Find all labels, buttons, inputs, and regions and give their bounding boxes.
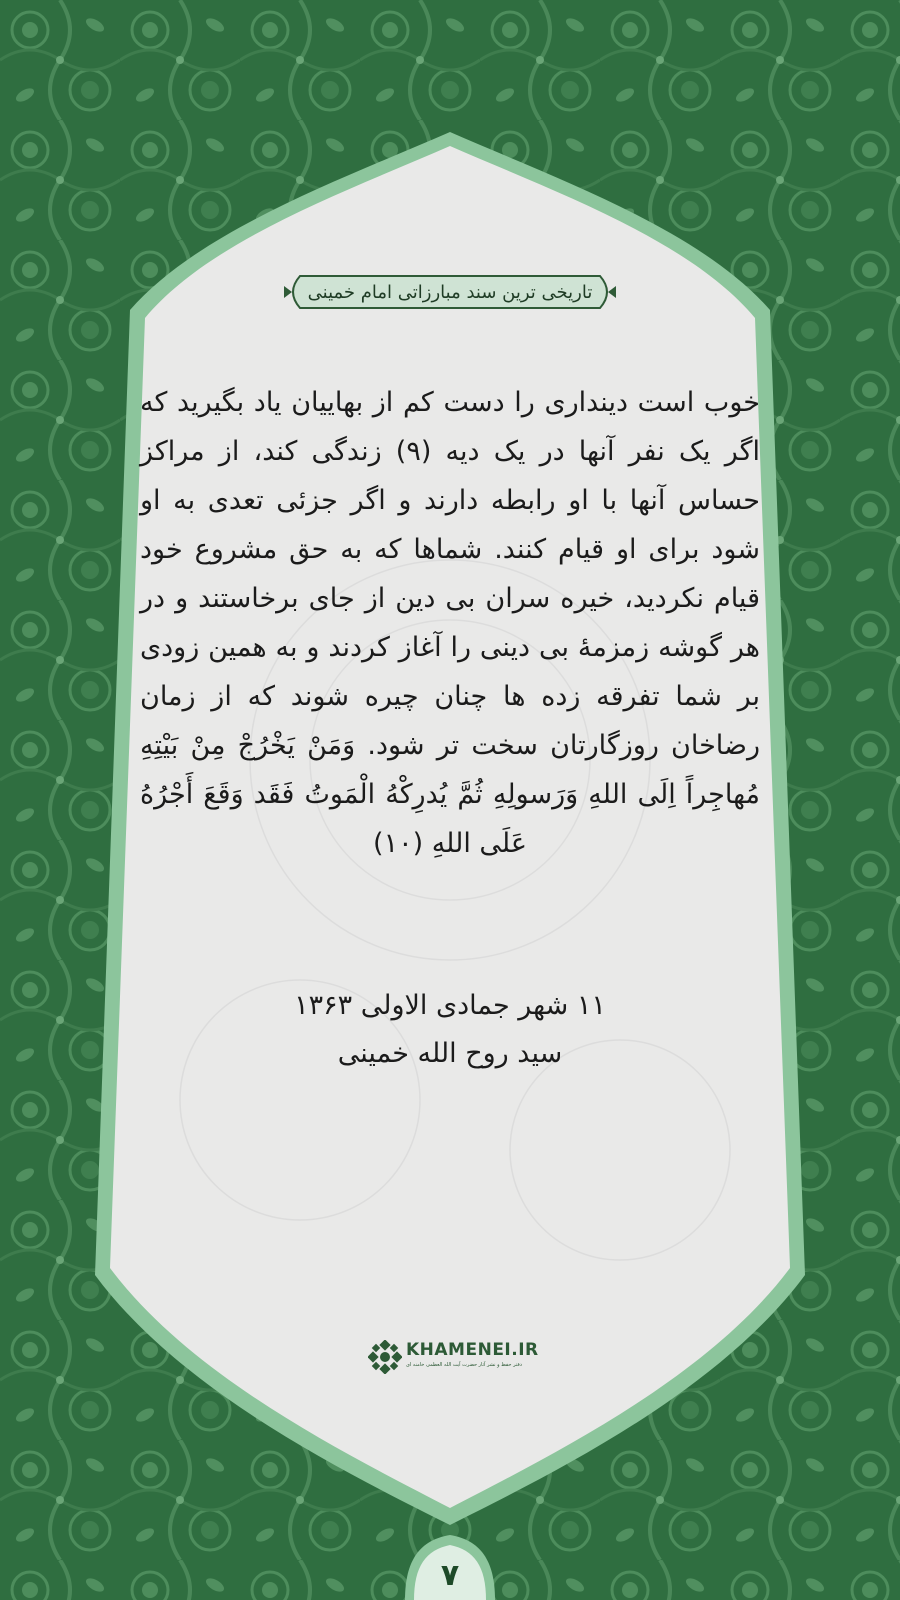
document-signature: سید روح الله خمینی <box>337 1038 563 1069</box>
document-date: ۱۱ شهر جمادی الاولی ۱۳۶۳ <box>294 990 606 1021</box>
logo-emblem-icon <box>368 1340 402 1374</box>
khamenei-logo <box>368 1338 548 1378</box>
page-number-container <box>420 1552 480 1600</box>
banner-title: تاریخی ترین سند مبارزاتی امام خمینی <box>307 281 593 303</box>
title-banner <box>280 272 620 312</box>
logo-subtitle: دفتر حفظ و نشر آثار حضرت آیت الله العظمی خامنه ای <box>406 1362 522 1368</box>
document-body-text: خوب است دینداری را دست کم از بهاییان یاد بگیرید که اگر یک نفر آنها در یک دیه (۹) زندگی کند، از مراکز حساس آنها با او رابطه دارند و اگر جزئی تعدی به او شود برای او قیام کنند. شماها که به حق مشروع خود قیام نکردید، خیره سران بی دین از جای برخاستند و در هر گوشه زمزمهٔ بی دینی را آغاز کردند و به همین زودی بر شما تفرقه زده ها چنان چیره شوند که از زمان رضاخان روزگارتان سخت تر شود. وَمَنْ یَخْرُجْ مِنْ بَیْتِهِ مُهاجِراً اِلَی اللهِ وَرَسولِهِ ثُمَّ یُدرِکْهُ الْمَوتُ فَقَد وَقَعَ أَجْرُهُ عَلَی اللهِ (۱۰) <box>140 387 760 859</box>
page-number: ۷ <box>440 1558 460 1593</box>
logo-text: KHAMENEI.IR <box>406 1340 539 1360</box>
